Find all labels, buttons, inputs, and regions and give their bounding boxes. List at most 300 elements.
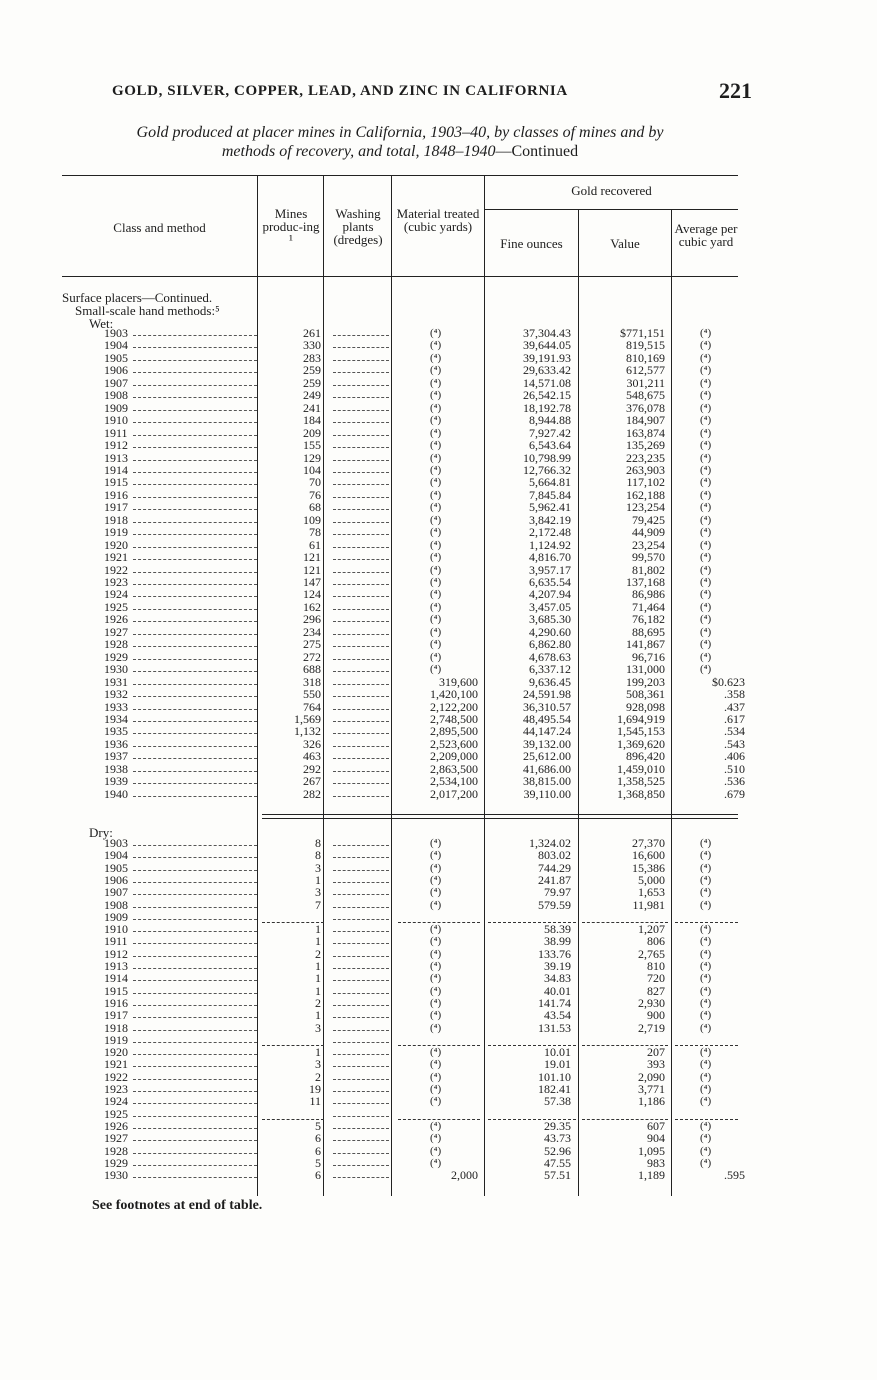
cell-mines-producing: 688 — [303, 662, 321, 677]
cell-washing-plants-empty — [333, 771, 389, 772]
cell-fine-ounces: 39.19 — [544, 959, 571, 973]
cell-washing-plants-empty — [333, 659, 389, 660]
cell-value: 2,719 — [638, 1020, 665, 1035]
cell-year: 1928 — [104, 637, 128, 652]
leader-dots — [133, 671, 257, 672]
leader-dots — [133, 347, 257, 348]
cell-year: 1915 — [104, 983, 128, 998]
leader-dots — [133, 497, 257, 498]
cell-washing-plants-empty — [333, 709, 389, 710]
cell-material-treated: 2,748,500 — [430, 711, 478, 726]
cell-fine-ounces: 34.83 — [544, 971, 571, 986]
cell-mines-producing: 70 — [309, 475, 321, 490]
cell-value: 3,771 — [638, 1082, 665, 1096]
cell-mines-producing: 1 — [315, 934, 321, 949]
cell-value: 76,182 — [632, 612, 665, 627]
leader-dots — [133, 684, 257, 685]
cell-fine-ounces: 19.01 — [544, 1057, 571, 1072]
cell-material-treated: (⁴) — [430, 873, 442, 886]
cell-mines-producing: 292 — [303, 761, 321, 776]
cell-year: 1919 — [104, 525, 128, 540]
cell-washing-plants-empty — [333, 758, 389, 759]
cell-average: (⁴) — [700, 576, 712, 588]
cell-fine-ounces: 39,132.00 — [523, 736, 571, 751]
cell-mines-producing: 275 — [303, 637, 321, 652]
table-row — [0, 539, 877, 551]
cell-year: 1920 — [104, 537, 128, 552]
page-number: 221 — [719, 78, 752, 103]
leader-dots — [133, 1116, 257, 1117]
cell-fine-ounces: 4,678.63 — [529, 649, 571, 664]
cell-material-treated: (⁴) — [430, 364, 442, 377]
cell-average: (⁴) — [700, 501, 712, 514]
cell-fine-ounces: 37,304.43 — [523, 326, 571, 340]
cell-average: (⁴) — [700, 1083, 712, 1095]
cell-fine-ounces: 41,686.00 — [523, 761, 571, 776]
cell-value: 27,370 — [632, 836, 665, 850]
cell-washing-plants-empty — [333, 968, 389, 969]
cell-year: 1907 — [104, 885, 128, 900]
cell-material-treated: (⁴) — [430, 947, 442, 960]
cell-value: 86,986 — [632, 587, 665, 602]
table-row — [0, 414, 877, 426]
cell-washing-plants-empty — [333, 360, 389, 361]
leader-dots — [133, 919, 257, 920]
table-row — [0, 389, 877, 401]
cell-year: 1917 — [104, 1008, 128, 1023]
table-row — [0, 985, 877, 997]
cell-average: (⁴) — [700, 451, 712, 464]
cell-mines-producing: 8 — [315, 836, 321, 850]
cell-average: .679 — [724, 786, 745, 801]
leader-dots — [133, 943, 257, 944]
cell-washing-plants-empty — [333, 397, 389, 398]
cell-average: (⁴) — [700, 351, 712, 364]
cell-year: 1918 — [104, 512, 128, 527]
cell-value: 131,000 — [626, 662, 665, 677]
cell-value: 1,358,525 — [617, 774, 665, 789]
cell-average: .595 — [724, 1168, 745, 1183]
cell-year: 1921 — [104, 550, 128, 565]
table-row — [0, 427, 877, 439]
table-row — [0, 339, 877, 351]
cell-mines-producing: 1 — [315, 983, 321, 998]
cell-average: (⁴) — [700, 972, 712, 985]
cell-average: (⁴) — [700, 1070, 712, 1083]
leader-dots — [133, 1091, 257, 1092]
cell-fine-ounces: 6,337.12 — [529, 662, 571, 677]
cell-washing-plants-empty — [333, 634, 389, 635]
cell-average: (⁴) — [700, 663, 712, 676]
cell-mines-producing: 318 — [303, 674, 321, 689]
cell-value: 16,600 — [632, 848, 665, 863]
cell-year: 1903 — [104, 326, 128, 340]
leader-dots — [133, 572, 257, 573]
cell-mines-producing: 241 — [303, 400, 321, 415]
cell-average: (⁴) — [700, 650, 712, 663]
cell-mines-producing: 129 — [303, 450, 321, 465]
cell-material-treated: (⁴) — [430, 1144, 442, 1157]
cell-value: 223,235 — [626, 450, 665, 465]
table-row — [0, 997, 877, 1009]
table-row — [0, 327, 877, 339]
cell-average: (⁴) — [700, 600, 712, 613]
leader-dots — [133, 584, 257, 585]
table-row — [0, 402, 877, 414]
cell-value: 1,368,850 — [617, 786, 665, 801]
cell-fine-ounces: 26,542.15 — [523, 388, 571, 403]
cell-fine-ounces: 57.51 — [544, 1168, 571, 1183]
wet-dry-divider-upper — [262, 814, 738, 815]
cell-average: (⁴) — [700, 873, 712, 886]
cell-washing-plants-empty — [333, 721, 389, 722]
cell-average: (⁴) — [700, 488, 712, 501]
cell-average: (⁴) — [700, 1119, 712, 1132]
header-value: Value — [610, 236, 640, 251]
cell-fine-ounces: 48,495.54 — [523, 711, 571, 726]
leader-dots — [133, 447, 257, 448]
cell-year: 1906 — [104, 363, 128, 378]
table-row — [0, 651, 877, 663]
table-row — [0, 935, 877, 947]
cell-fine-ounces: 6,543.64 — [529, 438, 571, 453]
leader-dots — [133, 968, 257, 969]
leader-dots — [133, 634, 257, 635]
cell-average: .617 — [724, 711, 745, 726]
leader-dots — [133, 621, 257, 622]
table-row — [0, 551, 877, 563]
cell-average: (⁴) — [700, 1058, 712, 1071]
leader-dots — [133, 721, 257, 722]
cell-washing-plants-empty — [333, 584, 389, 585]
cell-value: 137,168 — [626, 575, 665, 589]
table-row — [0, 663, 877, 675]
cell-year: 1939 — [104, 774, 128, 789]
cell-washing-plants-empty — [333, 522, 389, 523]
cell-year: 1922 — [104, 1069, 128, 1084]
cell-fine-ounces: 25,612.00 — [523, 749, 571, 764]
leader-dots — [133, 956, 257, 957]
header-bottom-rule — [62, 276, 738, 277]
cell-washing-plants-empty — [333, 1030, 389, 1031]
cell-material-treated: (⁴) — [430, 426, 442, 439]
cell-value: 1,653 — [638, 885, 665, 900]
table-row — [0, 701, 877, 713]
cell-average: (⁴) — [700, 898, 712, 911]
cell-value: 71,464 — [632, 599, 665, 614]
cell-average: (⁴) — [700, 996, 712, 1009]
table-row — [0, 725, 877, 737]
cell-mines-producing: 78 — [309, 525, 321, 540]
cell-value: 184,907 — [626, 413, 665, 428]
cell-mines-producing: 1,569 — [294, 711, 321, 726]
cell-mines-producing: 2 — [315, 946, 321, 961]
table-row — [0, 849, 877, 861]
leader-dots — [133, 796, 257, 797]
leader-dots — [133, 1153, 257, 1154]
cell-value: 135,269 — [626, 438, 665, 453]
section-dry: Dry: — [89, 825, 113, 840]
leader-dots — [133, 335, 257, 336]
cell-average: $0.623 — [712, 674, 745, 689]
cell-mines-producing: 2 — [315, 1069, 321, 1084]
cell-value: 607 — [647, 1118, 665, 1133]
table-row — [0, 452, 877, 464]
cell-fine-ounces: 5,962.41 — [529, 500, 571, 515]
cell-value: 141,867 — [626, 637, 665, 652]
cell-value: 123,254 — [626, 500, 665, 515]
cell-average: (⁴) — [700, 551, 712, 564]
cell-washing-plants-empty — [333, 1140, 389, 1141]
cell-year: 1927 — [104, 624, 128, 639]
cell-fine-ounces: 43.54 — [544, 1008, 571, 1023]
table-row — [0, 526, 877, 538]
cell-washing-plants-empty — [333, 385, 389, 386]
cell-mines-producing: 259 — [303, 363, 321, 378]
cell-year: 1912 — [104, 438, 128, 453]
leader-dots — [133, 646, 257, 647]
cell-washing-plants-empty — [333, 509, 389, 510]
cell-fine-ounces: 5,664.81 — [529, 475, 571, 490]
cell-value: 23,254 — [632, 537, 665, 552]
cell-material-treated: (⁴) — [430, 1095, 442, 1108]
cell-washing-plants-empty — [333, 1153, 389, 1154]
leader-dots — [133, 857, 257, 858]
cell-mines-producing: 5 — [315, 1155, 321, 1170]
cell-year: 1923 — [104, 1082, 128, 1096]
cell-value: 508,361 — [626, 687, 665, 702]
cell-material-treated: (⁴) — [430, 960, 442, 972]
cell-material-treated: (⁴) — [430, 650, 442, 663]
cell-fine-ounces: 803.02 — [538, 848, 571, 863]
cell-fine-ounces: 39,110.00 — [523, 786, 571, 801]
cell-average: (⁴) — [700, 401, 712, 414]
cell-average: (⁴) — [700, 947, 712, 960]
cell-average: (⁴) — [700, 463, 712, 476]
wet-dry-divider-lower — [262, 818, 738, 819]
cell-material-treated: (⁴) — [430, 439, 442, 452]
cell-mines-producing: 1 — [315, 959, 321, 973]
cell-mines-producing: 155 — [303, 438, 321, 453]
table-row — [0, 1058, 877, 1070]
section-small-scale: Small-scale hand methods:⁵ — [75, 303, 220, 318]
cell-material-treated: (⁴) — [430, 563, 442, 576]
leader-dots — [133, 931, 257, 932]
cell-mines-producing: 109 — [303, 512, 321, 527]
table-row — [0, 352, 877, 364]
caption-line-2-plain: —Continued — [495, 143, 579, 160]
cell-mines-producing: 2 — [315, 995, 321, 1010]
cell-material-treated: (⁴) — [430, 1132, 442, 1145]
table-row — [0, 439, 877, 451]
cell-washing-plants-empty — [333, 609, 389, 610]
cell-mines-producing: 1 — [315, 971, 321, 986]
cell-washing-plants-empty — [333, 671, 389, 672]
table-row — [0, 638, 877, 650]
leader-dots — [133, 1140, 257, 1141]
cell-fine-ounces: 36,310.57 — [523, 699, 571, 714]
table-caption — [60, 123, 740, 161]
table-row — [0, 1157, 877, 1169]
cell-fine-ounces: 38.99 — [544, 934, 571, 949]
leader-dots — [133, 360, 257, 361]
leader-dots — [133, 422, 257, 423]
cell-average: .543 — [724, 736, 745, 751]
cell-fine-ounces: 3,457.05 — [529, 599, 571, 614]
cell-fine-ounces: 131.53 — [538, 1020, 571, 1035]
cell-material-treated: 2,209,000 — [430, 749, 478, 764]
cell-material-treated: (⁴) — [430, 351, 442, 364]
leader-dots — [133, 845, 257, 846]
cell-washing-plants-empty — [333, 882, 389, 883]
cell-average: (⁴) — [700, 414, 712, 427]
cell-washing-plants-empty — [333, 621, 389, 622]
cell-material-treated: (⁴) — [430, 1083, 442, 1095]
table-row — [0, 1145, 877, 1157]
cell-average: (⁴) — [700, 389, 712, 402]
header-gold-recovered: Gold recovered — [571, 183, 652, 198]
table-row — [0, 688, 877, 700]
cell-washing-plants-empty — [333, 1177, 389, 1178]
cell-fine-ounces: 18,192.78 — [523, 400, 571, 415]
cell-average: (⁴) — [700, 613, 712, 626]
caption-line-2 — [60, 142, 740, 161]
table-row — [0, 601, 877, 613]
cell-material-treated: (⁴) — [430, 861, 442, 874]
cell-value: 5,000 — [638, 872, 665, 887]
cell-washing-plants-empty — [333, 572, 389, 573]
cell-material-treated: (⁴) — [430, 1156, 442, 1169]
cell-fine-ounces: 44,147.24 — [523, 724, 571, 739]
cell-washing-plants-empty — [333, 993, 389, 994]
cell-material-treated: (⁴) — [430, 935, 442, 948]
table-row — [0, 1132, 877, 1144]
cell-mines-producing: 1 — [315, 872, 321, 887]
leader-dots — [133, 1177, 257, 1178]
cell-washing-plants-empty — [333, 1005, 389, 1006]
cell-material-treated: 1,420,100 — [430, 687, 478, 702]
leader-dots — [133, 385, 257, 386]
cell-fine-ounces: 58.39 — [544, 922, 571, 937]
cell-material-treated: (⁴) — [430, 972, 442, 985]
section-surface-placers: Surface placers—Continued. — [62, 290, 213, 305]
cell-fine-ounces: 579.59 — [538, 897, 571, 912]
table-row — [0, 1083, 877, 1095]
cell-washing-plants-empty — [333, 1054, 389, 1055]
cell-year: 1908 — [104, 388, 128, 403]
cell-mines-producing: 326 — [303, 736, 321, 751]
cell-material-treated: (⁴) — [430, 1058, 442, 1071]
cell-fine-ounces: 133.76 — [538, 946, 571, 961]
leader-dots — [133, 993, 257, 994]
cell-average: (⁴) — [700, 327, 712, 339]
cell-value: 1,186 — [638, 1094, 665, 1109]
cell-value: 15,386 — [632, 860, 665, 875]
cell-year: 1938 — [104, 761, 128, 776]
table-row — [0, 763, 877, 775]
table-row — [0, 588, 877, 600]
cell-washing-plants-empty — [333, 907, 389, 908]
cell-average: (⁴) — [700, 1132, 712, 1145]
leader-dots — [133, 696, 257, 697]
cell-mines-producing: 283 — [303, 350, 321, 365]
cell-average: (⁴) — [700, 1156, 712, 1169]
cell-fine-ounces: 7,927.42 — [529, 425, 571, 440]
leader-dots — [133, 746, 257, 747]
cell-average: (⁴) — [700, 364, 712, 377]
cell-value: 928,098 — [626, 699, 665, 714]
leader-dots — [133, 783, 257, 784]
cell-fine-ounces: 241.87 — [538, 872, 571, 887]
table-row — [0, 489, 877, 501]
cell-material-treated: (⁴) — [430, 513, 442, 526]
cell-mines-producing: 6 — [315, 1143, 321, 1158]
cell-washing-plants-empty — [333, 684, 389, 685]
leader-dots — [133, 907, 257, 908]
cell-mines-producing: 121 — [303, 562, 321, 577]
gold-recovered-rule — [484, 209, 738, 210]
cell-year: 1904 — [104, 848, 128, 863]
cell-year: 1930 — [104, 662, 128, 677]
leader-dots — [133, 980, 257, 981]
cell-year: 1929 — [104, 649, 128, 664]
cell-material-treated: 2,000 — [451, 1168, 478, 1183]
cell-material-treated: (⁴) — [430, 996, 442, 1009]
cell-year: 1914 — [104, 462, 128, 477]
cell-washing-plants-empty — [333, 919, 389, 920]
cell-material-treated: 2,895,500 — [430, 724, 478, 739]
cell-average: (⁴) — [700, 339, 712, 352]
cell-material-treated: (⁴) — [430, 576, 442, 588]
cell-year: 1911 — [104, 425, 128, 440]
cell-average: (⁴) — [700, 1095, 712, 1108]
cell-washing-plants-empty — [333, 497, 389, 498]
cell-mines-producing: 104 — [303, 462, 321, 477]
cell-average: (⁴) — [700, 513, 712, 526]
cell-year: 1916 — [104, 487, 128, 502]
cell-value: 810,169 — [626, 350, 665, 365]
table-row — [0, 886, 877, 898]
leader-dots — [133, 596, 257, 597]
cell-value: 199,203 — [626, 674, 665, 689]
cell-year: 1922 — [104, 562, 128, 577]
leader-dots — [133, 484, 257, 485]
cell-washing-plants-empty — [333, 696, 389, 697]
cell-average: (⁴) — [700, 1144, 712, 1157]
cell-average: (⁴) — [700, 886, 712, 899]
cell-average: (⁴) — [700, 638, 712, 651]
cell-mines-producing: 61 — [309, 537, 321, 552]
cell-mines-producing: 162 — [303, 599, 321, 614]
cell-year: 1936 — [104, 736, 128, 751]
cell-fine-ounces: 43.73 — [544, 1131, 571, 1146]
cell-value: 96,716 — [632, 649, 665, 664]
cell-year: 1910 — [104, 413, 128, 428]
table-row — [0, 1046, 877, 1058]
caption-line-2-italic: methods of recovery, and total, 1848–1940 — [221, 143, 496, 160]
header-average: Average per cubic yard — [674, 221, 738, 249]
cell-fine-ounces: 38,815.00 — [523, 774, 571, 789]
cell-washing-plants-empty — [333, 422, 389, 423]
leader-dots — [133, 547, 257, 548]
leader-dots — [133, 472, 257, 473]
cell-value: 612,577 — [626, 363, 665, 378]
cell-mines-producing: 5 — [315, 1118, 321, 1133]
cell-material-treated: (⁴) — [430, 526, 442, 539]
header-material: Material treated (cubic yards) — [396, 206, 480, 234]
cell-value: 806 — [647, 934, 665, 949]
table-row — [0, 476, 877, 488]
